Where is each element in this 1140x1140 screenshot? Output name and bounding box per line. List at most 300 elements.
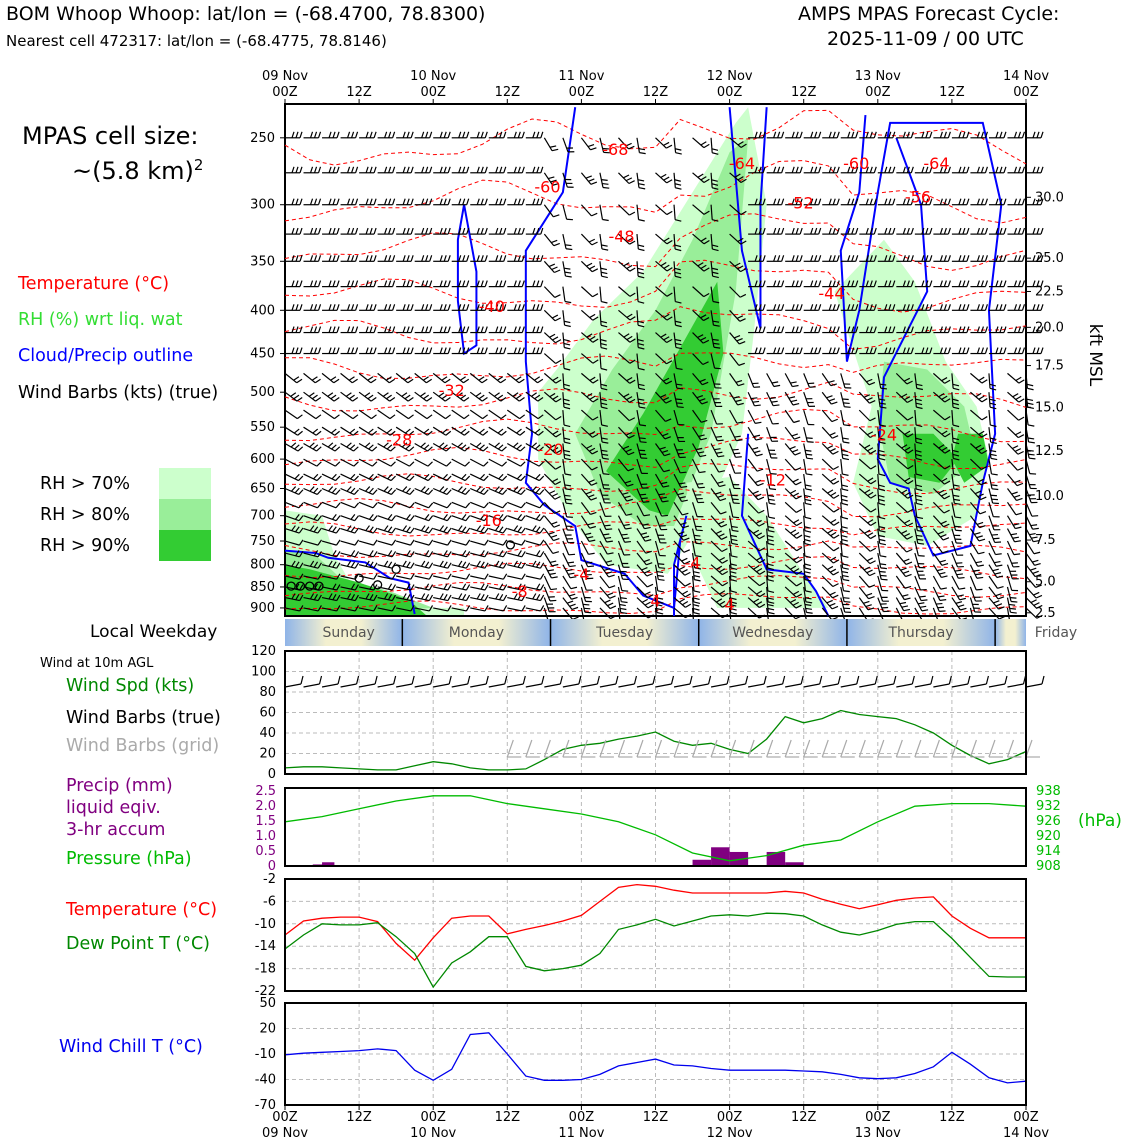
wind-barb-flag: [503, 605, 506, 610]
wind-barb-flag: [852, 132, 854, 138]
wind-barb: [359, 540, 377, 545]
wind-barb-flag: [537, 281, 539, 287]
wind-barb-flag: [996, 132, 998, 138]
wind-barb-flag: [311, 327, 313, 333]
wind-barb: [952, 327, 969, 333]
wind-barb-flag: [714, 347, 720, 348]
wind-barb-flag: [333, 281, 335, 287]
wind-barb-flag: [319, 199, 321, 205]
wind-barb-flag: [533, 167, 535, 173]
wind-barb-shaft: [785, 608, 795, 619]
wind-barb-flag: [832, 436, 838, 439]
wind-barb-flag: [1004, 199, 1006, 205]
wind-barb-flag: [309, 393, 314, 397]
wind-barb-flag: [736, 440, 742, 441]
wind-barb-flag: [981, 497, 987, 500]
wind-barb: [341, 348, 358, 354]
wind-barb-flag: [1015, 541, 1021, 542]
wind-barb: [785, 608, 801, 619]
wind-barb: [970, 541, 984, 554]
wind-barb-flag: [755, 348, 757, 354]
wind-barb-flag: [521, 462, 526, 466]
wind-barb-flag: [428, 462, 433, 466]
wind-barb-shaft: [785, 502, 796, 512]
wind-barb: [415, 540, 433, 545]
wind-barb: [396, 574, 414, 579]
wind-barb: [489, 474, 507, 480]
wind-barb-flag: [411, 574, 414, 579]
temperature-contour-label: -44: [818, 284, 845, 304]
wind-barb-flag: [996, 281, 998, 287]
wind-barb-flag: [332, 514, 336, 519]
wind-barb: [822, 348, 839, 354]
wind-barb-shaft: [581, 287, 592, 297]
wind-barb-shaft: [804, 502, 805, 517]
wind-barb-flag: [466, 585, 469, 590]
wind-barb: [970, 553, 983, 566]
surface-wind-barb: [341, 676, 359, 687]
wind-barb-flag: [504, 255, 506, 261]
wind-barb: [767, 327, 784, 333]
wind-barb: [1026, 553, 1041, 565]
wind-barb-flag: [833, 167, 835, 173]
wind-barb-flag: [638, 268, 644, 270]
wind-barb: [470, 373, 487, 382]
wind-barb: [341, 392, 358, 401]
wind-barb: [989, 199, 1006, 205]
wind-barb-flag: [355, 516, 359, 521]
wind-barb-flag: [774, 385, 780, 386]
wind-barb-flag: [918, 543, 924, 544]
wind-barb-flag: [584, 608, 590, 609]
wind-barb-flag: [793, 404, 799, 405]
wind-barb-flag: [806, 489, 812, 490]
wind-barb: [785, 373, 798, 386]
wind-barb: [822, 304, 839, 310]
wind-barb-flag: [533, 255, 535, 261]
wind-barb-flag: [300, 167, 302, 173]
wind-barb-shaft: [563, 287, 565, 302]
wind-barb-shaft: [600, 576, 609, 588]
wind-barb-shaft: [452, 502, 466, 507]
wind-barb-flag: [336, 540, 340, 545]
wind-barb-flag: [565, 245, 571, 246]
wind-barb: [785, 281, 802, 287]
wind-barb-shaft: [470, 541, 484, 545]
wind-barb-flag: [870, 548, 876, 551]
wind-barb-flag: [373, 490, 377, 495]
top-hour-label: 00Z: [1013, 85, 1039, 100]
wind-barb: [304, 487, 322, 495]
wind-barb-flag: [586, 263, 592, 266]
wind-barb: [507, 304, 524, 310]
surface-wind-barb: [563, 676, 581, 687]
wind-barb-flag: [797, 547, 802, 550]
wind-barb-flag: [833, 255, 835, 261]
wind-barb-flag: [1004, 281, 1006, 287]
wind-barb-flag: [695, 539, 701, 540]
wind-barb-shaft: [989, 608, 999, 619]
wind-barb: [915, 132, 932, 138]
wind-barb-flag: [811, 327, 813, 333]
wind-barb-flag: [982, 380, 987, 383]
wind-barb-flag: [985, 199, 987, 205]
wind-barb: [526, 574, 544, 579]
wind-barb-flag: [477, 167, 479, 173]
wind-barb-flag: [393, 281, 395, 287]
wind-barb-shaft: [563, 516, 567, 530]
wind-barb-flag: [679, 599, 684, 602]
wind-barb-flag: [430, 132, 432, 138]
wind-barb: [470, 427, 488, 435]
wind-barb: [581, 310, 598, 320]
wind-barb-flag: [842, 540, 848, 541]
wind-barb: [970, 199, 987, 205]
wind-barb: [489, 373, 506, 382]
wind-barb: [804, 427, 814, 442]
wind-barb-flag: [833, 595, 839, 598]
wind-barb-flag: [373, 476, 377, 481]
wind-barb-flag: [603, 187, 609, 188]
wind-barb-shaft: [452, 684, 468, 687]
wind-barb-flag: [794, 437, 800, 439]
wind-barb-flag: [499, 474, 503, 479]
wind-barb: [452, 540, 470, 545]
wind-barb-shaft: [600, 287, 601, 302]
wind-barb-flag: [503, 490, 507, 495]
top-hour-label: 00Z: [716, 85, 743, 100]
wind-barb: [989, 132, 1006, 138]
wind-barb-shaft: [304, 459, 317, 466]
wind-barb-flag: [1011, 602, 1017, 603]
wind-barb-flag: [1013, 537, 1019, 538]
wind-barb-flag: [422, 255, 424, 261]
wind-barb-flag: [1033, 592, 1039, 595]
wind-barb-flag: [430, 327, 432, 333]
wind-barb-flag: [292, 304, 294, 310]
wind-barb-flag: [374, 563, 377, 568]
top-hour-label: 00Z: [568, 85, 595, 100]
temperature-contour-label: -68: [602, 140, 629, 160]
wind-barb-flag: [514, 304, 516, 310]
wind-barb-flag: [389, 132, 391, 138]
wind-barb: [507, 255, 524, 261]
wind-barb: [322, 373, 339, 382]
wind-barb-flag: [958, 595, 964, 596]
wind-barb-flag: [1033, 528, 1039, 529]
wind-barb-flag: [829, 167, 831, 173]
wind-barb-shaft: [452, 541, 466, 545]
wind-barb-flag: [440, 487, 444, 492]
wind-barb-flag: [485, 574, 488, 579]
wind-barb-flag: [498, 445, 503, 449]
wind-barb-flag: [448, 348, 450, 354]
dewpoint-label: Dew Point T (°C): [66, 934, 211, 954]
wind-barb-flag: [806, 454, 812, 455]
wind-barb-flag: [833, 348, 835, 354]
wind-barb-flag: [833, 327, 835, 333]
wind-barb-flag: [1037, 167, 1039, 173]
wind-barb-shaft: [415, 684, 431, 687]
wind-barb-flag: [356, 199, 358, 205]
wind-barb-flag: [459, 167, 461, 173]
wind-barb-flag: [518, 167, 520, 173]
wind-barb: [859, 228, 876, 234]
wind-barb-flag: [680, 472, 686, 473]
wind-barb: [822, 459, 838, 469]
wind-barb: [581, 205, 597, 216]
wind-barb-flag: [565, 276, 571, 277]
wind-barb: [1026, 474, 1037, 488]
wind-barb: [285, 427, 303, 435]
wind-barb-flag: [833, 228, 835, 234]
top-date-label: 12 Nov: [706, 69, 753, 84]
wind-barb-flag: [463, 199, 465, 205]
wind-barb: [822, 392, 837, 404]
wind-barb-flag: [316, 447, 321, 451]
wind-barb-flag: [553, 215, 559, 217]
wind-barb-flag: [973, 570, 979, 571]
wind-barb: [322, 281, 339, 287]
wind-barb: [656, 173, 673, 183]
wind-barb-flag: [957, 574, 963, 575]
wind-barb-flag: [537, 348, 539, 354]
wind-barb-flag: [647, 584, 653, 587]
wind-barb-flag: [402, 393, 407, 397]
wind-barb: [526, 474, 544, 480]
wind-barb: [822, 502, 839, 512]
wind-barb-shaft: [822, 373, 831, 385]
wind-barb-flag: [521, 503, 525, 508]
wind-barb: [785, 167, 802, 173]
wind-barb-flag: [1000, 281, 1002, 287]
wind-barb-flag: [759, 348, 761, 354]
cycle-title-2: 2025-11-09 / 00 UTC: [827, 28, 1024, 50]
wind-barb-flag: [333, 132, 335, 138]
wind-barb: [359, 199, 376, 205]
height-tick-label: 15.0: [1035, 400, 1064, 416]
wind-barb-shaft: [341, 684, 357, 687]
wind-barb-shaft: [378, 502, 392, 507]
wind-barb-flag: [606, 529, 612, 530]
wind-barb-flag: [366, 487, 370, 492]
wind-barb: [415, 228, 432, 234]
wind-barb-flag: [1000, 132, 1002, 138]
wind-barb-flag: [769, 499, 775, 500]
wind-barb-flag: [348, 304, 350, 310]
wind-barb-shaft: [489, 410, 501, 419]
temperature-contour-label: -56: [904, 187, 932, 207]
wind-barb-flag: [870, 132, 872, 138]
wind-barb-flag: [805, 485, 811, 486]
wind-barb: [526, 561, 544, 568]
wind-barb-flag: [1034, 552, 1040, 553]
wind-barb: [415, 255, 432, 261]
wind-barb-flag: [505, 676, 507, 684]
wind-barb-flag: [815, 327, 817, 333]
wind-barb: [1007, 348, 1024, 354]
wind-barb-flag: [1019, 399, 1024, 402]
wind-barb-flag: [796, 281, 798, 287]
wind-barb-flag: [467, 132, 469, 138]
wind-barb-flag: [540, 528, 544, 533]
wind-barb: [304, 373, 321, 382]
wind-barb: [378, 540, 396, 545]
wind-barb-flag: [926, 304, 928, 310]
wind-barb-flag: [623, 175, 629, 178]
wind-barb-flag: [870, 167, 872, 173]
wind-barb-flag: [299, 476, 303, 481]
wind-barb-shaft: [415, 410, 427, 419]
wind-barb-flag: [704, 144, 709, 147]
wind-barb-flag: [564, 321, 570, 322]
wind-barb-flag: [411, 167, 413, 173]
wind-barb: [415, 561, 433, 568]
surface-wind-barb: [470, 676, 488, 687]
wind-barb-flag: [774, 199, 776, 205]
wind-barb-flag: [805, 450, 811, 451]
wind-barb-flag: [370, 281, 372, 287]
wind-barb-flag: [411, 540, 415, 545]
wind-barb-flag: [592, 269, 598, 272]
wind-barb-flag: [295, 488, 299, 493]
wind-barb-flag: [717, 440, 723, 441]
wind-barb: [452, 474, 470, 480]
wind-barb: [804, 373, 816, 387]
temperature-contour-label: -16: [475, 511, 502, 531]
wind-barb-flag: [550, 561, 556, 562]
wind-barb-flag: [1041, 304, 1043, 310]
wind-barb: [322, 514, 340, 520]
wind-barb: [970, 373, 987, 383]
wind-barb-shaft: [785, 427, 794, 439]
wind-barb-flag: [601, 272, 607, 273]
wind-barb-shaft: [507, 502, 521, 507]
wind-barb-flag: [374, 327, 376, 333]
wind-barb-flag: [371, 379, 376, 382]
wind-barb-flag: [443, 474, 447, 479]
wind-barb-shaft: [822, 576, 833, 587]
wind-barb: [378, 550, 396, 556]
wind-barb: [1026, 392, 1034, 408]
wind-barb: [433, 348, 450, 354]
wind-barb-flag: [370, 199, 372, 205]
wind-barb-flag: [429, 585, 432, 590]
wind-barb-flag: [697, 484, 703, 485]
wind-barb-flag: [662, 515, 668, 516]
wind-barb-flag: [388, 550, 391, 555]
wind-barb-shaft: [526, 684, 542, 687]
wind-barb-flag: [533, 526, 537, 531]
wind-barb-flag: [852, 255, 854, 261]
wind-barbs-true-label: Wind Barbs (true): [66, 708, 221, 728]
wind-barb-flag: [385, 167, 387, 173]
wind-barb-flag: [356, 304, 358, 310]
wind-barb-flag: [837, 348, 839, 354]
wind-barb-flag: [348, 167, 350, 173]
wind-barb-flag: [979, 539, 985, 541]
wind-barb: [989, 502, 1000, 517]
wind-barb-flag: [369, 445, 374, 449]
wind-barb-flag: [465, 462, 470, 466]
wind-barb-flag: [407, 327, 409, 333]
wind-barb-flag: [842, 556, 848, 557]
wind-barb-flag: [848, 255, 850, 261]
wind-barb-flag: [866, 605, 872, 607]
wind-barb-flag: [482, 398, 487, 402]
wind-barb-flag: [423, 395, 428, 399]
wind-barb: [563, 234, 572, 249]
wind-barb-flag: [977, 167, 979, 173]
surface-wind-barb-grid: [507, 740, 521, 757]
wind-barb-flag: [366, 199, 368, 205]
wind-barb-flag: [442, 429, 447, 433]
wind-barb-shaft: [989, 474, 992, 489]
wind-barb-flag: [485, 228, 487, 234]
wind-barb-shaft: [970, 553, 977, 566]
wind-barb: [285, 228, 302, 234]
wind-barb-flag: [991, 474, 997, 475]
wind-barb: [1007, 529, 1020, 542]
wind-barb-flag: [940, 132, 942, 138]
wind-barb-flag: [354, 476, 358, 481]
wind-barb: [600, 587, 616, 598]
wind-barb: [470, 561, 488, 568]
wind-barb-flag: [480, 429, 485, 433]
wind-barb-flag: [800, 304, 802, 310]
wind-barb-flag: [676, 399, 682, 400]
wind-barb-flag: [982, 417, 987, 420]
wind-barb-flag: [484, 462, 489, 466]
wind-barb-flag: [752, 448, 758, 450]
top-date-label: 09 Nov: [261, 69, 309, 84]
wind-barb-shaft: [989, 553, 996, 566]
wind-barb-shaft: [563, 234, 566, 249]
wind-barb-flag: [300, 327, 302, 333]
wind-barb-flag: [867, 533, 872, 536]
wind-barb-flag: [371, 415, 376, 419]
wind-barb: [341, 427, 359, 435]
wind-barb: [526, 502, 544, 507]
wind-barb: [378, 255, 395, 261]
wind-barb-flag: [464, 431, 469, 435]
wind-barb-flag: [701, 142, 706, 145]
wind-barb-flag: [504, 327, 506, 333]
wind-barb-flag: [485, 199, 487, 205]
wind-barb-shaft: [674, 138, 676, 153]
wind-barb-flag: [410, 516, 414, 521]
wind-barb-flag: [831, 519, 836, 522]
wind-barb-flag: [333, 527, 337, 532]
wind-barb-flag: [843, 568, 849, 569]
wind-barb: [378, 281, 395, 287]
wind-barb-flag: [407, 550, 410, 555]
wind-barb-shaft: [1007, 427, 1018, 437]
wind-barb-flag: [389, 304, 391, 310]
wind-barb-flag: [694, 580, 700, 581]
wind-barb-flag: [804, 536, 810, 538]
wind-barb-flag: [565, 301, 571, 302]
wind-barb-flag: [368, 395, 373, 399]
wind-barb-flag: [485, 595, 488, 600]
wind-barb-flag: [481, 594, 484, 599]
wind-barb-flag: [352, 348, 354, 354]
wind-barb-flag: [893, 167, 895, 173]
wind-barb: [433, 281, 450, 287]
wind-barb-shaft: [415, 502, 429, 507]
wind-barb-shaft: [970, 373, 981, 383]
wind-barb-flag: [712, 149, 718, 151]
